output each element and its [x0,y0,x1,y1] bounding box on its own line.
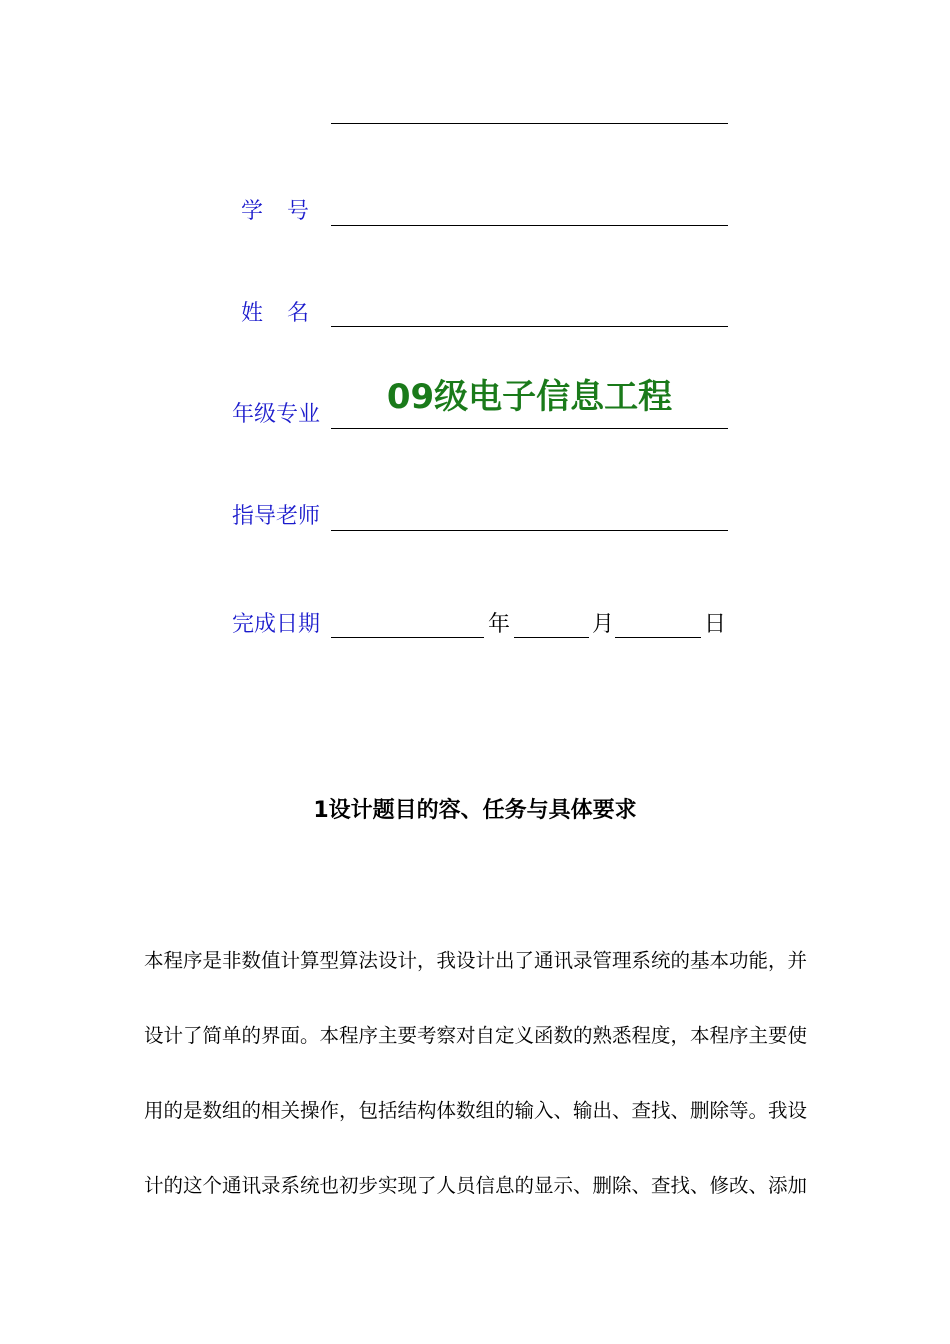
day-field[interactable] [615,637,701,638]
paragraph-line: 设计了简单的界面。本程序主要考察对自定义函数的熟悉程度，本程序主要使 [144,1024,808,1047]
paragraph-line: 本程序是非数值计算型算法设计，我设计出了通讯录管理系统的基本功能，并 [144,949,808,972]
name-field[interactable] [331,326,728,327]
month-field[interactable] [514,637,589,638]
paragraph-line: 用的是数组的相关操作，包括结构体数组的输入、输出、查找、删除等。我设 [144,1099,808,1122]
student-id-label: 学号 [241,199,334,224]
paragraph-line: 计的这个通讯录系统也初步实现了人员信息的显示、删除、查找、修改、添加 [144,1174,808,1197]
completion-date-label: 完成日期 [232,612,321,637]
day-char: 日 [704,612,727,637]
year-char: 年 [488,612,511,637]
year-field[interactable] [331,637,484,638]
month-char: 月 [592,612,615,637]
grade-major-value: 09级电子信息工程 [386,377,673,417]
advisor-field[interactable] [331,530,728,531]
title-underline [331,123,728,124]
section-heading: 1设计题目的容、任务与具体要求 [313,798,637,823]
advisor-label: 指导老师 [232,504,321,529]
name-label: 姓名 [241,301,334,326]
student-id-field[interactable] [331,225,728,226]
grade-major-field[interactable] [331,428,728,429]
grade-major-label: 年级专业 [232,402,321,427]
